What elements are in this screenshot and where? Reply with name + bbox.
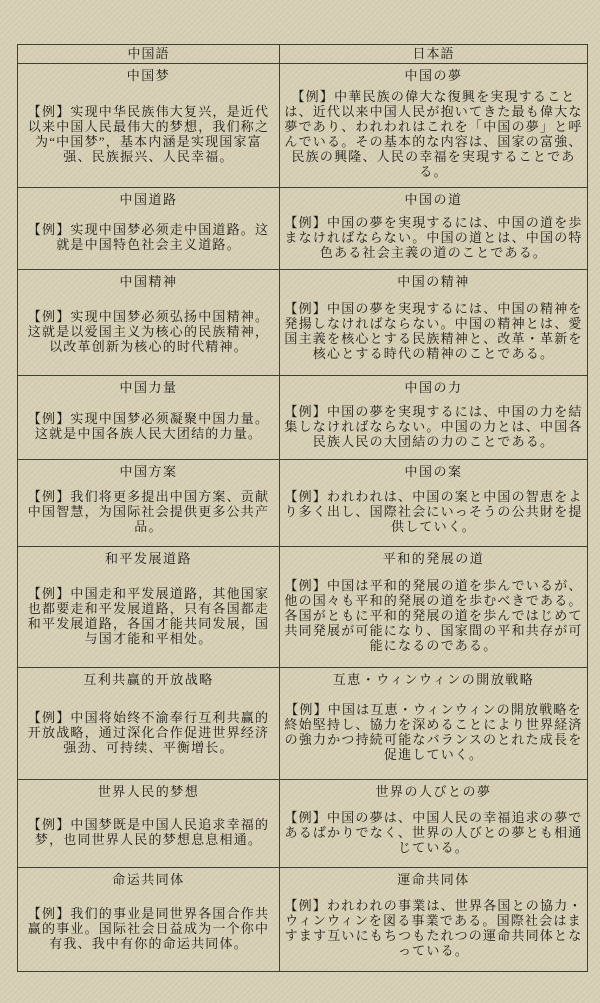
japanese-example: 【例】中国の夢を実現するには、中国の力を結集しなければならない。中国の力とは、中国各民族人民の大団結の力のことである。 [284,403,583,449]
example-container [283,479,584,544]
example-container [283,799,584,865]
example-container [283,289,584,373]
japanese-example: 【例】われわれの事業は、世界各国との協力・ウィンウィンを図る事業である。国際社会はますます互いにもちつもたれつの運命共同体となっている。 [284,898,583,958]
example-container [21,479,276,544]
japanese-term: 中国の道 [404,192,463,207]
table-row [18,867,587,971]
table-row [18,667,587,779]
japanese-example: 【例】中華民族の偉大な復興を実現することは、近代以来中国人民が抱いてきた最も偉大な夢であり、われわれはこれを「中国の夢」と呼んでいる。その基本的な内容は、国家の富強、民族の興隆、人民の幸福を実現することである。 [284,89,583,179]
chinese-example: 【例】实现中国梦必须走中国道路。这就是中国特色社会主义道路。 [27,222,270,252]
chinese-cell [18,868,279,971]
bilingual-glossary-table [17,44,588,972]
chinese-example: 【例】中国走和平发展道路，其他国家也都要走和平发展道路，只有各国都走和平发展道路，各国才能共同发展，国与国才能和平相处。 [27,585,270,646]
table-header-row [18,45,587,63]
example-container [21,887,276,969]
chinese-example: 【例】我们的事业是同世界各国合作共赢的事业。国际社会日益成为一个你中有我、我中有你的命运共同体。 [27,905,270,951]
example-container [21,687,276,777]
japanese-cell [279,376,587,459]
japanese-term: 中国の案 [404,464,463,479]
example-container [21,207,276,267]
japanese-cell [279,460,587,546]
japanese-cell [279,188,587,269]
example-container [21,395,276,457]
japanese-example: 【例】中国は互恵・ウィンウィンの開放戦略を終始堅持し、協力を深めることにより世界経済の強力かつ持続可能なバランスのとれた成長を促進していく。 [284,702,583,762]
japanese-cell [279,64,587,187]
table-row [18,269,587,375]
table-row [18,779,587,867]
example-container [283,395,584,457]
chinese-example: 【例】实现中华民族伟大复兴，是近代以来中国人民最伟大的梦想，我们称之为“中国梦”，基本内涵是实现国家富强、民族振兴、人民幸福。 [27,104,270,164]
japanese-term: 平和的発展の道 [382,551,485,566]
chinese-example: 【例】中国将始终不渝奉行互利共赢的开放战略，通过深化合作促进世界经济强劲、可持续、平衡增长。 [27,709,270,755]
chinese-cell [18,188,279,269]
japanese-cell [279,547,587,667]
chinese-term: 中国梦 [126,68,171,83]
chinese-example: 【例】我们将更多提出中国方案、贡献中国智慧，为国际社会提供更多公共产品。 [27,489,270,534]
example-container [283,566,584,665]
chinese-term: 世界人民的梦想 [97,784,200,799]
chinese-term: 中国道路 [119,192,178,207]
japanese-cell [279,868,587,971]
example-container [283,207,584,267]
japanese-example: 【例】中国は平和的発展の道を歩んでいるが、他の国々も平和的発展の道を歩むべきである。各国がともに平和的発展の道を歩んではじめて共同発展が可能になり、国家間の平和共存が可能になるのである。 [284,578,583,653]
japanese-example: 【例】中国の夢を実現するには、中国の道を歩まなければならない。中国の道とは、中国の特色ある社会主義の道のことである。 [284,214,583,260]
japanese-cell [279,668,587,779]
chinese-cell [18,376,279,459]
chinese-example: 【例】实现中国梦必须凝聚中国力量。这就是中国各族人民大团结的力量。 [27,411,270,441]
chinese-term: 中国力量 [119,380,178,395]
table-row [18,459,587,546]
example-container [283,83,584,185]
chinese-term: 中国方案 [119,464,178,479]
japanese-cell [279,780,587,867]
japanese-term: 中国の精神 [397,274,470,289]
example-container [21,566,276,665]
japanese-term: 世界の人びとの夢 [375,784,492,799]
chinese-example: 【例】中国梦既是中国人民追求幸福的梦，也同世界人民的梦想息息相通。 [27,817,270,847]
example-container [21,289,276,373]
japanese-term: 運命共同体 [397,872,470,887]
column-header-japanese-label: 日本語 [412,46,455,61]
example-container [283,887,584,969]
chinese-example: 【例】实现中国梦必须弘扬中国精神。这就是以爱国主义为核心的民族精神，以改革创新为核心的时代精神。 [27,308,270,354]
column-header-chinese [18,45,279,63]
chinese-term: 命运共同体 [112,872,185,887]
column-header-japanese [279,45,587,63]
chinese-cell [18,780,279,867]
japanese-term: 互恵・ウィンウィンの開放戦略 [332,672,535,687]
japanese-example: 【例】中国の夢は、中国人民の幸福追求の夢であるばかりでなく、世界の人びとの夢とも相通じている。 [284,809,583,855]
example-container [283,687,584,777]
japanese-example: 【例】中国の夢を実現するには、中国の精神を発揚しなければならない。中国の精神とは、愛国主義を核心とする民族精神と、改革・革新を核心とする時代の精神のことである。 [284,301,583,361]
chinese-cell [18,460,279,546]
chinese-term: 中国精神 [119,274,178,289]
chinese-cell [18,270,279,375]
example-container [21,83,276,185]
chinese-term: 和平发展道路 [104,551,192,566]
chinese-cell [18,547,279,667]
table-row [18,63,587,187]
japanese-example: 【例】われわれは、中国の案と中国の智恵をより多く出し、国際社会にいっそうの公共財を提供していく。 [284,489,583,534]
chinese-cell [18,668,279,779]
example-container [21,799,276,865]
table-row [18,375,587,459]
chinese-term: 互利共赢的开放战略 [83,672,214,687]
table-row [18,546,587,667]
chinese-cell [18,64,279,187]
japanese-term: 中国の夢 [404,68,463,83]
japanese-cell [279,270,587,375]
japanese-term: 中国の力 [404,380,463,395]
table-row [18,187,587,269]
column-header-chinese-label: 中国語 [127,46,170,61]
